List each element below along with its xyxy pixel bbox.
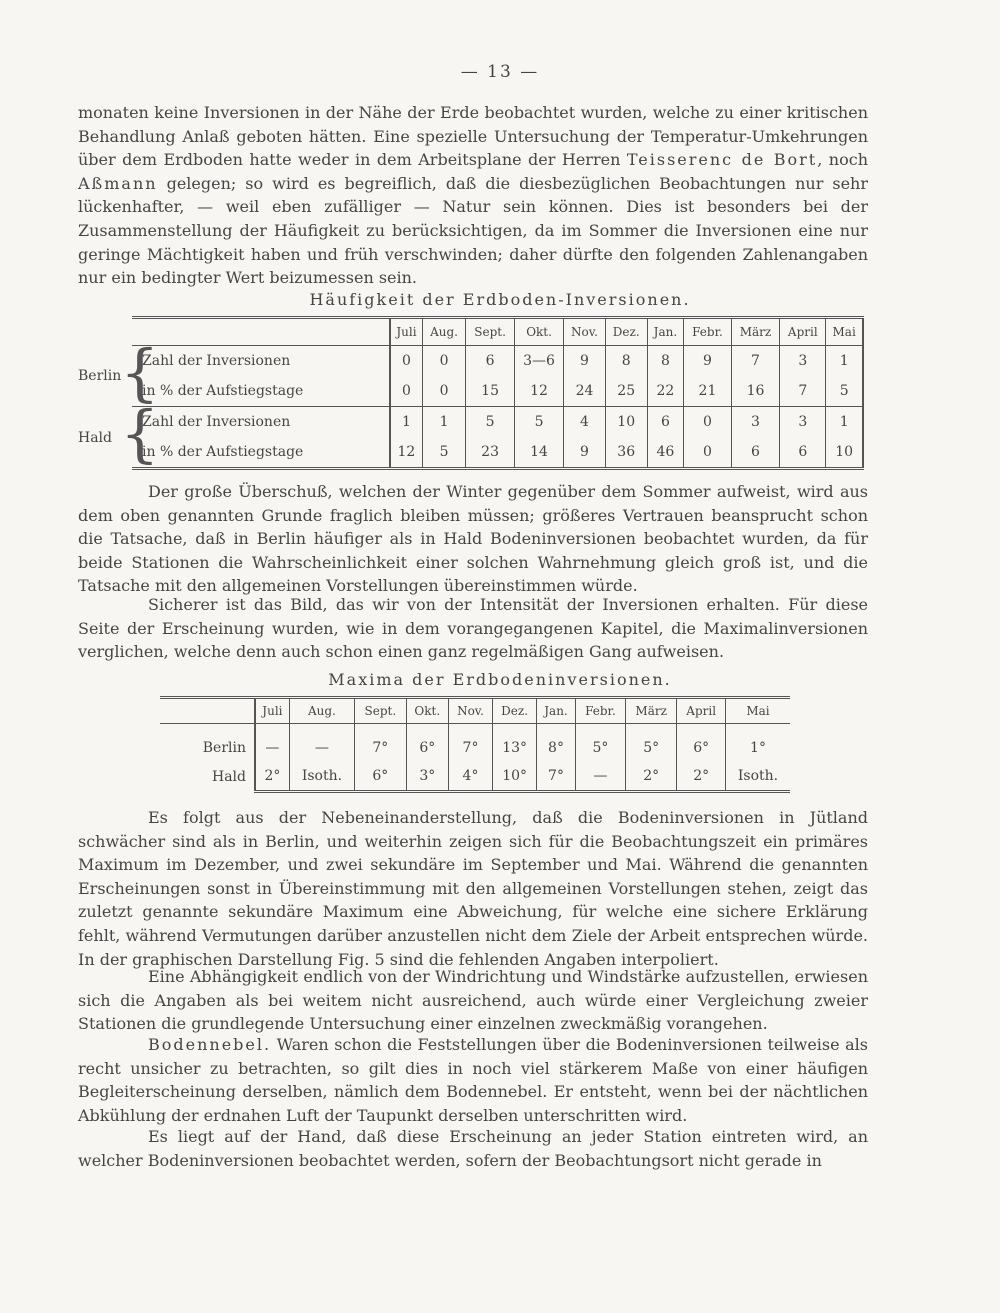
table-cell: 15 — [466, 376, 515, 407]
table-cell: 6 — [647, 407, 684, 438]
table-cell: — — [575, 762, 625, 792]
table1-month: Febr. — [684, 318, 731, 346]
table-cell: 5 — [515, 407, 564, 438]
table-row — [78, 376, 863, 407]
paragraph-2: Der große Überschuß, welchen der Winter gegenüber dem Sommer aufweist, wird aus dem oben genannten Grunde fraglich bleiben müssen; größeres Vertrauen beansprucht schon die Tatsache, daß in Berlin häufiger als in Hald Bodeninversionen beobachtet wurden, da für beide Stationen die Wahrscheinlichkeit einer solchen Wahrnehmung gleich groß ist, und die Tatsache mit den allgemeinen Vorstellungen übereinstimmen würde. — [78, 482, 868, 596]
table-cell: 10 — [605, 407, 647, 438]
table-cell: 0 — [390, 346, 423, 377]
table-row — [160, 762, 790, 792]
table2-title: Maxima der Erdbodeninversionen. — [328, 670, 672, 689]
table-cell: 9 — [684, 346, 731, 377]
table-cell: 9 — [564, 346, 606, 377]
table-cell: 9 — [564, 437, 606, 469]
table-cell: Isoth. — [725, 762, 790, 792]
table1-month: Okt. — [515, 318, 564, 346]
table2-month: Aug. — [289, 698, 354, 724]
table-cell: 46 — [647, 437, 684, 469]
table-cell: 1 — [422, 407, 465, 438]
paragraph-5: Eine Abhängigkeit endlich von der Windrichtung und Windstärke aufzustellen, erwiesen sich die Angaben als bei weitem nicht ausreichend, auch würde einer Vergleichung zweier Stationen die grundlegende Untersuchung einer einzelnen zweckmäßig vorangehen. — [78, 967, 868, 1034]
table-cell: 0 — [422, 346, 465, 377]
table-cell: 3° — [406, 762, 448, 792]
paragraph-4: Es folgt aus der Nebeneinanderstellung, daß die Bodeninversionen in Jütland schwächer sind als in Berlin, und weiterhin zeigen sich für die Beobachtungszeit ein primäres Maximum im Dezember, und zwei sekundäre im September und Mai. Während die genannten Erscheinungen sonst in Übereinstimmung mit den allgemeinen Vorstellungen stehen, zeigt das zuletzt genannte sekundäre Maximum eine Abweichung, für welche eine sichere Erklärung fehlt, während Vermutungen darüber anzustellen nicht dem Ziele der Arbeit entsprechen würde. In der graphischen Darstellung Fig. 5 sind die fehlenden Angaben interpoliert. — [78, 808, 868, 969]
table-cell: 12 — [515, 376, 564, 407]
table-cell: 1 — [390, 407, 423, 438]
table-cell: 12 — [390, 437, 423, 469]
table-cell: Isoth. — [289, 762, 354, 792]
table-cell: 6 — [780, 437, 826, 469]
table-cell: 1 — [826, 346, 863, 377]
table2-month: April — [677, 698, 726, 724]
table2-month: Dez. — [493, 698, 537, 724]
table-cell: 6° — [406, 724, 448, 763]
table2-month: Okt. — [406, 698, 448, 724]
table-cell: 1° — [725, 724, 790, 763]
table-cell: 6° — [355, 762, 407, 792]
table-cell: 6° — [677, 724, 726, 763]
table1-month: März — [731, 318, 780, 346]
table-cell: 7 — [780, 376, 826, 407]
inversion-maxima-table — [160, 696, 790, 793]
table-cell: 10 — [826, 437, 863, 469]
table1-month: Juli — [390, 318, 423, 346]
table2-month: Juli — [255, 698, 289, 724]
table-row — [78, 437, 863, 469]
table-cell: 0 — [390, 376, 423, 407]
paragraph-6-body: Waren schon die Feststellungen über die Bodeninversionen teilweise als recht unsicher zu betrachten, so gilt dies in noch viel stärkerem Maße von einer häufigen Begleiterscheinung derselben, nämlich dem Bodennebel. Er entsteht, wenn bei der nächtlichen Abkühlung der erdnahen Luft der Taupunkt derselben unterschritten wird. — [78, 1035, 868, 1125]
table2-month: März — [625, 698, 676, 724]
row-label: Zahl der Inversionen — [132, 407, 390, 438]
paragraph-1-mid: , noch — [817, 150, 869, 170]
table1-month: April — [780, 318, 826, 346]
table1-month: Mai — [826, 318, 863, 346]
table1-title: Häufigkeit der Erdboden-Inversionen. — [309, 290, 691, 309]
row-label: in % der Aufstiegstage — [132, 437, 390, 469]
paragraph-7: Es liegt auf der Hand, daß diese Erscheinung an jeder Station eintreten wird, an welcher Bodeninversionen beobachtet werden, sofern der Beobachtungsort nicht gerade in — [78, 1127, 868, 1170]
table-cell: 5 — [466, 407, 515, 438]
brace-berlin: { — [120, 336, 160, 409]
table-cell: 0 — [684, 407, 731, 438]
paragraph-1-start: monaten keine Inversionen in der Nähe der Erde beobachtet wurden, welche zu einer kritischen Behandlung Anlaß geboten hätten. Eine spezielle Untersuchung der Temperatur-Umkehrungen über dem Erdboden hatte weder in dem Arbeitsplane der Herren — [78, 103, 868, 170]
table-cell: 25 — [605, 376, 647, 407]
table1-month: Jan. — [647, 318, 684, 346]
paragraph-6 — [78, 1033, 868, 1127]
table-row — [78, 346, 863, 377]
table-cell: 2° — [677, 762, 726, 792]
table-cell: 2° — [255, 762, 289, 792]
table2-header-row — [160, 698, 790, 724]
table-row — [78, 407, 863, 438]
table2-month: Sept. — [355, 698, 407, 724]
table-row — [160, 724, 790, 763]
page-number: — 13 — — [460, 62, 540, 82]
brace-hald: { — [120, 397, 160, 470]
table-cell: 1 — [826, 407, 863, 438]
table-cell: 0 — [422, 376, 465, 407]
table-cell: 6 — [466, 346, 515, 377]
table1-month: Nov. — [564, 318, 606, 346]
table-cell: 21 — [684, 376, 731, 407]
table-cell: 16 — [731, 376, 780, 407]
paragraph-1-end: gelegen; so wird es begreiflich, daß die diesbezüglichen Beobachtungen nur sehr lückenhafter, — weil eben zufälliger — Natur sein können. Dies ist besonders bei der Zusammenstellung der Häufigkeit zu berücksichtigen, da im Sommer die Inversionen eine nur geringe Mächtigkeit haben und früh verschwinden; daher dürfte den folgenden Zahlenangaben nur ein bedingter Wert beizumessen sein. — [78, 173, 869, 288]
table-cell: 5° — [625, 724, 676, 763]
table-cell: 7 — [731, 346, 780, 377]
section-heading-bodennebel: Bodennebel. — [148, 1035, 272, 1054]
author-name-teisserenc: Teisserenc de Bort — [626, 150, 818, 170]
table-cell: 2° — [625, 762, 676, 792]
table2-month: Jan. — [537, 698, 576, 724]
table2-month: Mai — [725, 698, 790, 724]
paragraph-3: Sicherer ist das Bild, das wir von der Intensität der Inversionen erhalten. Für diese Seite der Erscheinung wurden, wie in dem vorangegangenen Kapitel, die Maximalinversionen verglichen, welche denn auch schon einen ganz regelmäßigen Gang aufweisen. — [78, 595, 868, 662]
row-label: in % der Aufstiegstage — [132, 376, 390, 407]
table-cell: 5° — [575, 724, 625, 763]
table-cell: 14 — [515, 437, 564, 469]
table-cell: 8 — [647, 346, 684, 377]
table-cell: 22 — [647, 376, 684, 407]
station-name-hald: Hald — [160, 762, 255, 792]
table-cell: 7° — [355, 724, 407, 763]
table-cell: 4° — [448, 762, 492, 792]
table-cell: 24 — [564, 376, 606, 407]
table-cell: 8° — [537, 724, 576, 763]
table-cell: 4 — [564, 407, 606, 438]
table1-month: Aug. — [422, 318, 465, 346]
table-cell: 8 — [605, 346, 647, 377]
table-cell: 3 — [731, 407, 780, 438]
table-cell: 10° — [493, 762, 537, 792]
table-cell: 23 — [466, 437, 515, 469]
table1-month: Sept. — [466, 318, 515, 346]
table-cell: 5 — [422, 437, 465, 469]
table-cell: 36 — [605, 437, 647, 469]
paragraph-1 — [78, 101, 868, 290]
table-cell: — — [265, 740, 280, 756]
inversion-frequency-table — [78, 316, 864, 470]
table-cell: 7° — [448, 724, 492, 763]
station-name-hald: Hald — [78, 429, 112, 446]
row-label: Zahl der Inversionen — [132, 346, 390, 377]
table-cell: 0 — [684, 437, 731, 469]
table-cell: 13° — [493, 724, 537, 763]
table1-header-desc — [132, 318, 390, 346]
table-cell: 6 — [731, 437, 780, 469]
table-cell: 3—6 — [515, 346, 564, 377]
table-cell: 5 — [826, 376, 863, 407]
table2-month: Nov. — [448, 698, 492, 724]
station-name-berlin: Berlin — [160, 724, 255, 763]
table-cell: 3 — [780, 346, 826, 377]
table1-header-row — [78, 318, 863, 346]
table-cell: 3 — [780, 407, 826, 438]
table2-month: Febr. — [575, 698, 625, 724]
table1-month: Dez. — [605, 318, 647, 346]
author-name-assmann: Aßmann — [78, 173, 158, 193]
table-cell: 7° — [537, 762, 576, 792]
table-cell: — — [289, 724, 354, 763]
table2-header-station — [160, 698, 255, 724]
station-name-berlin: Berlin — [78, 368, 122, 384]
